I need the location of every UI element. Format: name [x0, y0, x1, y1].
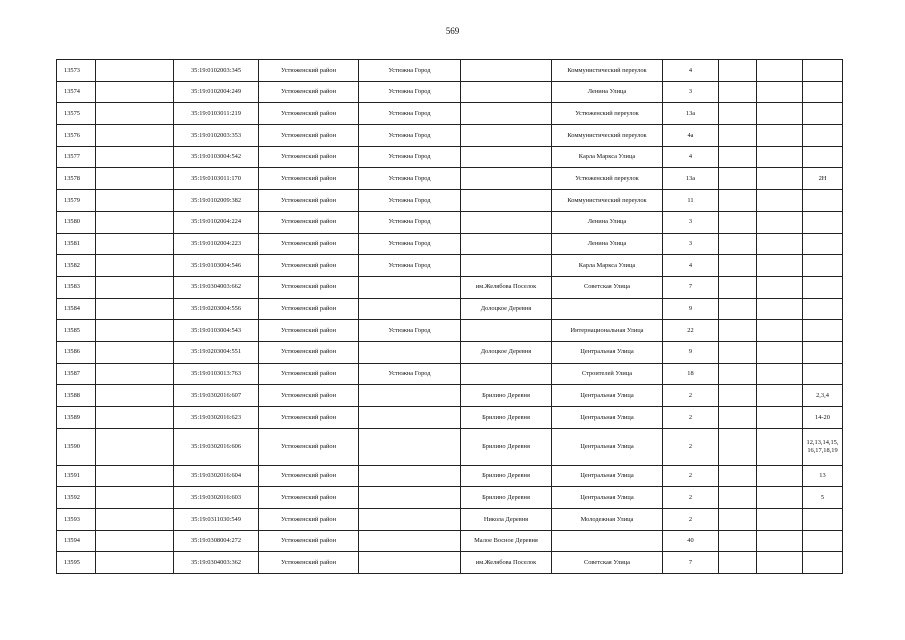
cell-settlement: Долоцкое Деревня: [461, 298, 552, 320]
cell-empty: [96, 255, 174, 277]
table-row: [57, 255, 843, 277]
cell-city: [359, 298, 461, 320]
cell-record-number: 13590: [57, 428, 96, 465]
table-row: [57, 552, 843, 574]
cell-empty: [757, 190, 803, 212]
cell-empty: [719, 530, 757, 552]
cell-empty: [757, 276, 803, 298]
cell-premises: [803, 146, 843, 168]
cell-cadastral-number: 35:19:0311030:549: [174, 509, 259, 531]
cell-house: 4: [663, 146, 719, 168]
table-row: [57, 190, 843, 212]
cell-record-number: 13594: [57, 530, 96, 552]
cell-empty: [719, 385, 757, 407]
cell-settlement: им.Желябова Поселок: [461, 276, 552, 298]
cell-city: Устюжна Город: [359, 60, 461, 82]
cell-cadastral-number: 35:19:0103011:170: [174, 168, 259, 190]
cell-record-number: 13589: [57, 407, 96, 429]
cell-district: Устюженский район: [259, 211, 359, 233]
cell-city: Устюжна Город: [359, 190, 461, 212]
cell-street: Центральная Улица: [552, 465, 663, 487]
cell-empty: [757, 255, 803, 277]
cell-empty: [719, 428, 757, 465]
table-row: [57, 103, 843, 125]
cell-city: Устюжна Город: [359, 211, 461, 233]
cell-house: 3: [663, 211, 719, 233]
cell-record-number: 13592: [57, 487, 96, 509]
cell-street: Центральная Улица: [552, 407, 663, 429]
cell-city: Устюжна Город: [359, 81, 461, 103]
cell-premises: [803, 341, 843, 363]
cell-city: Устюжна Город: [359, 320, 461, 342]
table-row: [57, 407, 843, 429]
cell-street: Карла Маркса Улица: [552, 146, 663, 168]
cell-empty: [96, 320, 174, 342]
cell-settlement: [461, 363, 552, 385]
cell-city: [359, 341, 461, 363]
cell-empty: [757, 428, 803, 465]
cell-settlement: [461, 103, 552, 125]
cell-premises: [803, 509, 843, 531]
cell-premises: 13: [803, 465, 843, 487]
cell-record-number: 13591: [57, 465, 96, 487]
cell-street: Карла Маркса Улица: [552, 255, 663, 277]
cell-city: [359, 276, 461, 298]
cell-cadastral-number: 35:19:0102003:353: [174, 125, 259, 147]
cell-settlement: [461, 255, 552, 277]
cell-cadastral-number: 35:19:0102003:345: [174, 60, 259, 82]
cell-record-number: 13593: [57, 509, 96, 531]
cell-empty: [757, 60, 803, 82]
cell-record-number: 13574: [57, 81, 96, 103]
cell-city: [359, 487, 461, 509]
cell-empty: [719, 320, 757, 342]
cell-cadastral-number: 35:19:0304003:662: [174, 276, 259, 298]
cell-district: Устюженский район: [259, 341, 359, 363]
cell-house: 4: [663, 60, 719, 82]
cell-city: [359, 530, 461, 552]
cell-empty: [96, 168, 174, 190]
cell-cadastral-number: 35:19:0103004:546: [174, 255, 259, 277]
cell-cadastral-number: 35:19:0103011:219: [174, 103, 259, 125]
cell-record-number: 13578: [57, 168, 96, 190]
cell-settlement: Малое Восное Деревня: [461, 530, 552, 552]
cell-house: 3: [663, 81, 719, 103]
table-row: [57, 298, 843, 320]
cell-empty: [719, 233, 757, 255]
cell-cadastral-number: 35:19:0302016:623: [174, 407, 259, 429]
cell-street: Ленина Улица: [552, 233, 663, 255]
cell-empty: [757, 465, 803, 487]
cell-cadastral-number: 35:19:0102009:382: [174, 190, 259, 212]
cell-street: Ленина Улица: [552, 81, 663, 103]
cell-record-number: 13583: [57, 276, 96, 298]
cell-district: Устюженский район: [259, 190, 359, 212]
cell-house: 7: [663, 276, 719, 298]
cell-empty: [757, 552, 803, 574]
registry-body: [57, 60, 843, 574]
registry-table: [56, 59, 843, 574]
page-number: 569: [445, 26, 460, 36]
cell-cadastral-number: 35:19:0103004:543: [174, 320, 259, 342]
cell-empty: [96, 190, 174, 212]
cell-empty: [719, 168, 757, 190]
cell-record-number: 13573: [57, 60, 96, 82]
cell-settlement: [461, 190, 552, 212]
cell-premises: 12,13,14,15,16,17,18,19: [803, 428, 843, 465]
cell-empty: [96, 81, 174, 103]
cell-empty: [757, 81, 803, 103]
cell-settlement: [461, 146, 552, 168]
cell-street: [552, 530, 663, 552]
table-row: [57, 125, 843, 147]
table-row: [57, 320, 843, 342]
cell-premises: [803, 530, 843, 552]
table-row: [57, 168, 843, 190]
cell-district: Устюженский район: [259, 168, 359, 190]
cell-district: Устюженский район: [259, 509, 359, 531]
cell-empty: [719, 509, 757, 531]
cell-empty: [96, 276, 174, 298]
cell-district: Устюженский район: [259, 385, 359, 407]
cell-street: Ленина Улица: [552, 211, 663, 233]
cell-premises: [803, 125, 843, 147]
table-row: [57, 385, 843, 407]
cell-empty: [757, 233, 803, 255]
cell-district: Устюженский район: [259, 276, 359, 298]
cell-record-number: 13588: [57, 385, 96, 407]
cell-empty: [719, 363, 757, 385]
cell-street: Советская Улица: [552, 276, 663, 298]
cell-settlement: Брилино Деревня: [461, 407, 552, 429]
cell-empty: [96, 341, 174, 363]
cell-premises: [803, 60, 843, 82]
cell-district: Устюженский район: [259, 487, 359, 509]
cell-empty: [96, 530, 174, 552]
cell-record-number: 13580: [57, 211, 96, 233]
cell-city: Устюжна Город: [359, 363, 461, 385]
cell-empty: [719, 146, 757, 168]
cell-house: 2: [663, 428, 719, 465]
cell-premises: 2Н: [803, 168, 843, 190]
cell-empty: [96, 509, 174, 531]
cell-record-number: 13582: [57, 255, 96, 277]
cell-house: 3: [663, 233, 719, 255]
cell-empty: [757, 530, 803, 552]
cell-record-number: 13576: [57, 125, 96, 147]
cell-cadastral-number: 35:19:0102004:223: [174, 233, 259, 255]
cell-record-number: 13584: [57, 298, 96, 320]
cell-empty: [96, 487, 174, 509]
cell-settlement: Брилино Деревня: [461, 385, 552, 407]
cell-empty: [757, 211, 803, 233]
cell-empty: [757, 168, 803, 190]
cell-empty: [719, 465, 757, 487]
cell-district: Устюженский район: [259, 428, 359, 465]
cell-district: Устюженский район: [259, 255, 359, 277]
cell-empty: [96, 233, 174, 255]
cell-empty: [757, 298, 803, 320]
cell-cadastral-number: 35:19:0102004:249: [174, 81, 259, 103]
cell-settlement: [461, 320, 552, 342]
cell-city: [359, 552, 461, 574]
cell-settlement: Никола Деревня: [461, 509, 552, 531]
cell-cadastral-number: 35:19:0103013:763: [174, 363, 259, 385]
cell-record-number: 13587: [57, 363, 96, 385]
cell-house: 4: [663, 255, 719, 277]
cell-street: Центральная Улица: [552, 341, 663, 363]
cell-settlement: [461, 233, 552, 255]
cell-street: Коммунистический переулок: [552, 125, 663, 147]
cell-house: 2: [663, 487, 719, 509]
cell-house: 9: [663, 298, 719, 320]
cell-district: Устюженский район: [259, 298, 359, 320]
cell-city: [359, 509, 461, 531]
cell-street: Центральная Улица: [552, 385, 663, 407]
cell-empty: [96, 103, 174, 125]
cell-cadastral-number: 35:19:0302016:604: [174, 465, 259, 487]
cell-district: Устюженский район: [259, 146, 359, 168]
cell-house: 13а: [663, 168, 719, 190]
cell-empty: [719, 125, 757, 147]
cell-premises: [803, 320, 843, 342]
table-row: [57, 465, 843, 487]
cell-cadastral-number: 35:19:0102004:224: [174, 211, 259, 233]
cell-empty: [757, 385, 803, 407]
cell-premises: [803, 211, 843, 233]
table-row: [57, 211, 843, 233]
cell-empty: [757, 509, 803, 531]
cell-empty: [719, 103, 757, 125]
cell-street: Советская Улица: [552, 552, 663, 574]
cell-settlement: [461, 60, 552, 82]
cell-record-number: 13579: [57, 190, 96, 212]
cell-empty: [96, 465, 174, 487]
table-row: [57, 487, 843, 509]
cell-record-number: 13575: [57, 103, 96, 125]
cell-empty: [719, 211, 757, 233]
cell-settlement: Брилино Деревня: [461, 487, 552, 509]
cell-empty: [96, 428, 174, 465]
cell-house: 2: [663, 385, 719, 407]
cell-empty: [757, 146, 803, 168]
cell-empty: [96, 298, 174, 320]
cell-empty: [757, 487, 803, 509]
cell-house: 18: [663, 363, 719, 385]
cell-city: Устюжна Город: [359, 103, 461, 125]
cell-city: Устюжна Город: [359, 146, 461, 168]
cell-record-number: 13585: [57, 320, 96, 342]
cell-street: Молодежная Улица: [552, 509, 663, 531]
table-row: [57, 341, 843, 363]
cell-record-number: 13581: [57, 233, 96, 255]
table-row: [57, 146, 843, 168]
cell-district: Устюженский район: [259, 81, 359, 103]
cell-settlement: Долоцкое Деревня: [461, 341, 552, 363]
cell-empty: [719, 190, 757, 212]
cell-district: Устюженский район: [259, 552, 359, 574]
cell-city: Устюжна Город: [359, 233, 461, 255]
cell-premises: [803, 552, 843, 574]
cell-premises: [803, 255, 843, 277]
cell-house: 2: [663, 509, 719, 531]
cell-house: 22: [663, 320, 719, 342]
cell-cadastral-number: 35:19:0302016:606: [174, 428, 259, 465]
cell-cadastral-number: 35:19:0304003:362: [174, 552, 259, 574]
cell-district: Устюженский район: [259, 103, 359, 125]
cell-empty: [719, 81, 757, 103]
cell-empty: [719, 407, 757, 429]
cell-cadastral-number: 35:19:0103004:542: [174, 146, 259, 168]
cell-house: 2: [663, 407, 719, 429]
cell-empty: [757, 407, 803, 429]
table-row: [57, 60, 843, 82]
cell-street: [552, 298, 663, 320]
cell-empty: [96, 552, 174, 574]
cell-premises: [803, 298, 843, 320]
cell-district: Устюженский район: [259, 465, 359, 487]
cell-empty: [757, 103, 803, 125]
cell-district: Устюженский район: [259, 60, 359, 82]
cell-settlement: им.Желябова Поселок: [461, 552, 552, 574]
cell-empty: [757, 363, 803, 385]
cell-empty: [719, 552, 757, 574]
cell-premises: 14-20: [803, 407, 843, 429]
cell-empty: [96, 407, 174, 429]
cell-house: 11: [663, 190, 719, 212]
cell-settlement: [461, 168, 552, 190]
cell-premises: 5: [803, 487, 843, 509]
cell-empty: [757, 125, 803, 147]
cell-settlement: [461, 125, 552, 147]
table-row: [57, 233, 843, 255]
cell-house: 4а: [663, 125, 719, 147]
table-row: [57, 81, 843, 103]
cell-empty: [719, 487, 757, 509]
cell-house: 40: [663, 530, 719, 552]
cell-district: Устюженский район: [259, 363, 359, 385]
cell-record-number: 13586: [57, 341, 96, 363]
cell-empty: [719, 276, 757, 298]
cell-record-number: 13595: [57, 552, 96, 574]
cell-premises: [803, 103, 843, 125]
cell-city: [359, 407, 461, 429]
cell-empty: [96, 211, 174, 233]
cell-empty: [96, 363, 174, 385]
cell-house: 13а: [663, 103, 719, 125]
cell-empty: [757, 341, 803, 363]
table-row: [57, 509, 843, 531]
cell-premises: [803, 233, 843, 255]
cell-premises: [803, 81, 843, 103]
cell-city: Устюжна Город: [359, 168, 461, 190]
cell-cadastral-number: 35:19:0302016:607: [174, 385, 259, 407]
cell-empty: [719, 298, 757, 320]
cell-house: 2: [663, 465, 719, 487]
cell-street: Устюженский переулок: [552, 168, 663, 190]
cell-city: Устюжна Город: [359, 255, 461, 277]
cell-settlement: Брилино Деревня: [461, 428, 552, 465]
cell-empty: [96, 60, 174, 82]
cell-empty: [96, 385, 174, 407]
cell-street: Устюженский переулок: [552, 103, 663, 125]
cell-empty: [96, 146, 174, 168]
cell-empty: [719, 341, 757, 363]
cell-district: Устюженский район: [259, 530, 359, 552]
cell-settlement: Брилино Деревня: [461, 465, 552, 487]
cell-city: Устюжна Город: [359, 125, 461, 147]
cell-empty: [96, 125, 174, 147]
cell-premises: 2,3,4: [803, 385, 843, 407]
cell-city: [359, 465, 461, 487]
cell-settlement: [461, 211, 552, 233]
cell-house: 9: [663, 341, 719, 363]
table-row: [57, 276, 843, 298]
cell-street: Коммунистический переулок: [552, 190, 663, 212]
cell-street: Центральная Улица: [552, 428, 663, 465]
table-row: [57, 530, 843, 552]
cell-city: [359, 428, 461, 465]
cell-empty: [757, 320, 803, 342]
cell-cadastral-number: 35:19:0308004:272: [174, 530, 259, 552]
cell-district: Устюженский район: [259, 320, 359, 342]
cell-street: Интернациональная Улица: [552, 320, 663, 342]
cell-street: Коммунистический переулок: [552, 60, 663, 82]
cell-cadastral-number: 35:19:0302016:603: [174, 487, 259, 509]
cell-street: Строителей Улица: [552, 363, 663, 385]
cell-cadastral-number: 35:19:0203004:551: [174, 341, 259, 363]
cell-premises: [803, 276, 843, 298]
table-row: [57, 363, 843, 385]
cell-premises: [803, 363, 843, 385]
cell-city: [359, 385, 461, 407]
cell-premises: [803, 190, 843, 212]
cell-house: 7: [663, 552, 719, 574]
cell-empty: [719, 60, 757, 82]
cell-empty: [719, 255, 757, 277]
cell-district: Устюженский район: [259, 233, 359, 255]
cell-cadastral-number: 35:19:0203004:556: [174, 298, 259, 320]
table-row: [57, 428, 843, 465]
cell-district: Устюженский район: [259, 407, 359, 429]
cell-settlement: [461, 81, 552, 103]
cell-record-number: 13577: [57, 146, 96, 168]
cell-district: Устюженский район: [259, 125, 359, 147]
cell-street: Центральная Улица: [552, 487, 663, 509]
